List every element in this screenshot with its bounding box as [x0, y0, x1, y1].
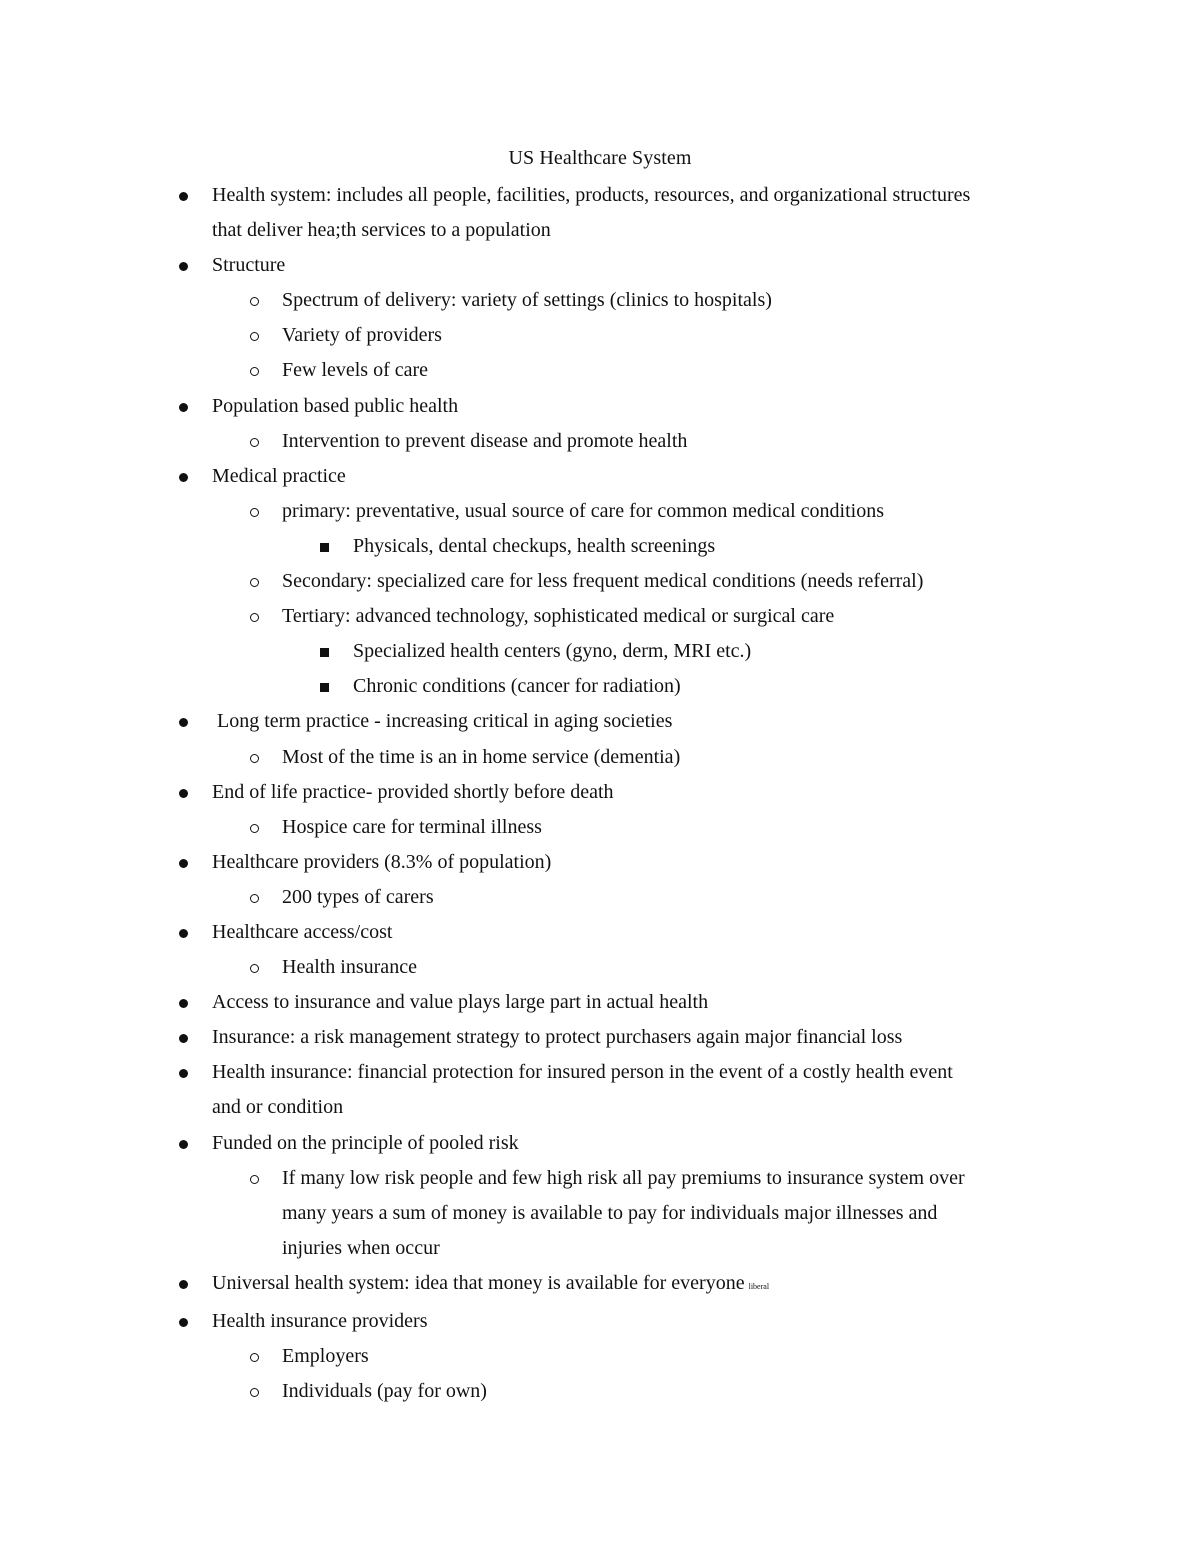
- list-item: [0, 704, 1200, 739]
- bullet-disc-icon: [179, 1318, 188, 1327]
- list-item-main-text: Universal health system: idea that money is available for everyone: [212, 1271, 745, 1294]
- list-item-text: Health system: includes all people, facilities, products, resources, and organizational structures: [212, 184, 971, 206]
- list-item-text: Spectrum of delivery: variety of settings (clinics to hospitals): [282, 289, 772, 312]
- list-item-continuation: [0, 1196, 1200, 1231]
- list-item-text: Variety of providers: [282, 324, 442, 347]
- list-item: [0, 845, 1200, 880]
- list-item-text: Healthcare access/cost: [212, 920, 393, 943]
- list-item: [0, 389, 1200, 424]
- bullet-circle-icon: [250, 754, 259, 763]
- bullet-disc-icon: [179, 789, 188, 798]
- list-item-text: 200 types of carers: [282, 885, 434, 908]
- bullet-square-icon: [320, 648, 329, 657]
- bullet-circle-icon: [250, 1175, 259, 1184]
- list-item: [0, 424, 1200, 459]
- list-item-text: many years a sum of money is available to pay for individuals major illnesses and: [282, 1201, 938, 1224]
- list-item-text: primary: preventative, usual source of care for common medical conditions: [282, 499, 885, 522]
- bullet-square-icon: [320, 683, 329, 692]
- list-item-text: Most of the time is an in home service (dementia): [282, 745, 681, 768]
- list-item-continuation: [0, 213, 1200, 248]
- bullet-disc-icon: [179, 1280, 188, 1289]
- list-item-text: Healthcare providers (8.3% of population): [212, 850, 552, 873]
- list-item: [0, 1374, 1200, 1409]
- list-item: [0, 318, 1200, 353]
- list-item-text: Medical practice: [212, 464, 346, 487]
- list-item-continuation: [0, 1090, 1200, 1125]
- list-item-text: Insurance: a risk management strategy to protect purchasers again major financial loss: [212, 1026, 903, 1049]
- list-item: [0, 178, 1200, 213]
- list-item: [0, 283, 1200, 318]
- list-item: [0, 1304, 1200, 1339]
- bullet-circle-icon: [250, 964, 259, 973]
- list-item: [0, 634, 1200, 669]
- list-item: [0, 775, 1200, 810]
- list-item: [0, 599, 1200, 634]
- list-item-text: If many low risk people and few high risk all pay premiums to insurance system over: [282, 1166, 965, 1189]
- list-item-text: Secondary: specialized care for less frequent medical conditions (needs referral): [282, 570, 924, 593]
- list-item: [0, 669, 1200, 704]
- bullet-circle-icon: [250, 894, 259, 903]
- list-item-text: Chronic conditions (cancer for radiation): [353, 675, 681, 698]
- list-item-text: Health insurance: financial protection for insured person in the event of a costly health event: [212, 1061, 953, 1084]
- bullet-disc-icon: [179, 192, 188, 201]
- list-item: [0, 529, 1200, 564]
- list-item: [0, 740, 1200, 775]
- list-item: [0, 564, 1200, 599]
- list-item-text: Intervention to prevent disease and promote health: [282, 429, 688, 452]
- list-item: [0, 1055, 1200, 1090]
- small-annotation: liberal: [748, 1281, 770, 1291]
- list-item: [0, 353, 1200, 388]
- list-item-text: Physicals, dental checkups, health screenings: [353, 534, 716, 557]
- bullet-circle-icon: [250, 578, 259, 587]
- list-item-text: Employers: [282, 1345, 369, 1368]
- bullet-disc-icon: [179, 929, 188, 938]
- list-item-text: Specialized health centers (gyno, derm, MRI etc.): [353, 640, 752, 663]
- list-item-text: Access to insurance and value plays large part in actual health: [212, 991, 709, 1014]
- list-item: [0, 1020, 1200, 1055]
- list-item-text: and or condition: [212, 1096, 344, 1119]
- list-item: [0, 1161, 1200, 1196]
- list-item: [0, 880, 1200, 915]
- bullet-list: [0, 178, 1200, 1409]
- list-item: [0, 950, 1200, 985]
- list-item: [0, 1126, 1200, 1161]
- list-item-text: Population based public health: [212, 394, 459, 417]
- list-item: [0, 1339, 1200, 1374]
- list-item: [0, 494, 1200, 529]
- list-item-text: Few levels of care: [282, 359, 429, 382]
- list-item-text: Hospice care for terminal illness: [282, 815, 542, 838]
- list-item: [0, 459, 1200, 494]
- list-item-text: Health insurance: [282, 956, 417, 979]
- bullet-disc-icon: [179, 1140, 188, 1149]
- list-item: [0, 248, 1200, 283]
- bullet-circle-icon: [250, 508, 259, 517]
- list-item-text: Long term practice - increasing critical in aging societies: [212, 710, 673, 733]
- bullet-disc-icon: [179, 403, 188, 412]
- list-item-text: Structure: [212, 254, 286, 277]
- bullet-disc-icon: [179, 859, 188, 868]
- list-item-text: Funded on the principle of pooled risk: [212, 1131, 519, 1154]
- list-item-continuation: [0, 1231, 1200, 1266]
- bullet-disc-icon: [179, 473, 188, 482]
- list-item: [0, 810, 1200, 845]
- list-item-text: End of life practice- provided shortly before death: [212, 780, 614, 803]
- list-item-text: Health insurance providers: [212, 1310, 428, 1332]
- bullet-circle-icon: [250, 824, 259, 833]
- document-title: US Healthcare System: [508, 147, 692, 169]
- list-item: [0, 915, 1200, 950]
- list-item: [0, 1266, 1200, 1304]
- list-item-text: that deliver hea;th services to a population: [212, 219, 551, 242]
- bullet-circle-icon: [250, 438, 259, 447]
- bullet-square-icon: [320, 543, 329, 552]
- list-item-text: Tertiary: advanced technology, sophisticated medical or surgical care: [282, 605, 835, 628]
- list-item: [0, 985, 1200, 1020]
- list-item-text: Individuals (pay for own): [282, 1380, 487, 1403]
- list-item-text: injuries when occur: [282, 1236, 440, 1259]
